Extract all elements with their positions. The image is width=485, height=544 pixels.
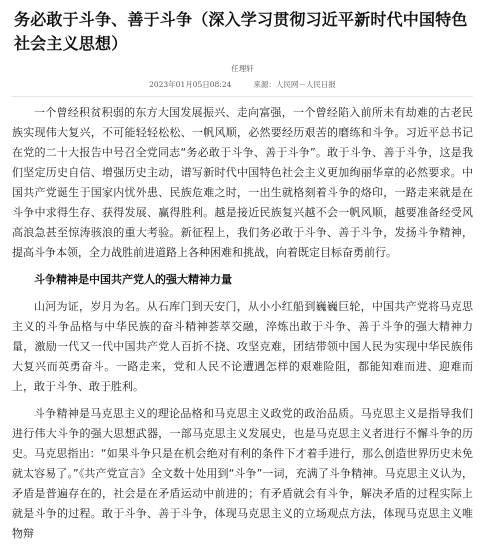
paragraph-3: 斗争精神是马克思主义的理论品格和马克思主义政党的政治品质。马克思主义是指导我们进行伟大斗争的强大思想武器，一部马克思主义发展史，也是马克思主义者进行不懈斗争的历史。马克思指出：“如果斗争只是在机会绝对有利的条件下才着手进行，那么创造世界历史未免就太容易了。”《共产党宣言》全文数十处用到“斗争”一词，充满了斗争精神。马克思主义认为，矛盾是普遍存在的，社会是在矛盾运动中前进的；有矛盾就会有斗争，解决矛盾的过程实际上就是斗争的过程。敢于斗争、善于斗争，体现马克思主义的立场观点方法，体现马克思主义唯物辩 <box>12 407 473 540</box>
paragraph-1: 一个曾经积贫积弱的东方大国发展振兴、走向富强，一个曾经陷入前所未有劫难的古老民族实现伟大复兴，不可能轻轻松松、一帆风顺，必然要经历艰苦的磨练和斗争。习近平总书记在党的二十大报告中号召全党同志“务必敢于斗争、善于斗争”。敢于斗争、善于斗争，这是我们坚定历史自信、增强历史主动，谱写新时代中国特色社会主义更加绚丽华章的必然要求。中国共产党诞生于国家内忧外患、民族危难之时，一出生就格刻着斗争的烙印，一路走来就是在斗争中求得生存、获得发展、赢得胜利。越是接近民族复兴越不会一帆风顺，越要准备经受风高浪急甚至惊涛骇浪的重大考验。新征程上，我们务必敢于斗争、善于斗争，发扬斗争精神，提高斗争本领，全力战胜前进道路上各种困难和挑战，向着既定目标奋勇前行。 <box>12 106 473 259</box>
header-divider <box>12 96 473 97</box>
article-source: 来源：人民网－人民日报 <box>253 80 336 89</box>
article-meta <box>12 80 473 90</box>
article-title: 务必敢于斗争、善于斗争（深入学习贯彻习近平新时代中国特色社会主义思想） <box>14 10 468 53</box>
paragraph-2: 山河为证，岁月为名。从石库门到天安门，从小小红船到巍巍巨轮，中国共产党将马克思主义的斗争品格与中华民族的奋斗精神荟萃交融，淬炼出敢于斗争、善于斗争的强大精神力量，激励一代又一代中国共产党人百折不挠、攻坚克难，团结带领中国人民为实现中华民族伟大复兴而英勇奋斗。一路走来，党和人民不论遭遇怎样的艰难险阻，都能知难而进、迎难而上，敢于斗争、敢于胜利。 <box>12 300 473 393</box>
article-author: 任理轩 <box>231 64 254 73</box>
section-heading: 斗争精神是中国共产党人的强大精神力量 <box>34 273 232 286</box>
article-date: 2023年01月05日08:24 <box>149 80 232 89</box>
